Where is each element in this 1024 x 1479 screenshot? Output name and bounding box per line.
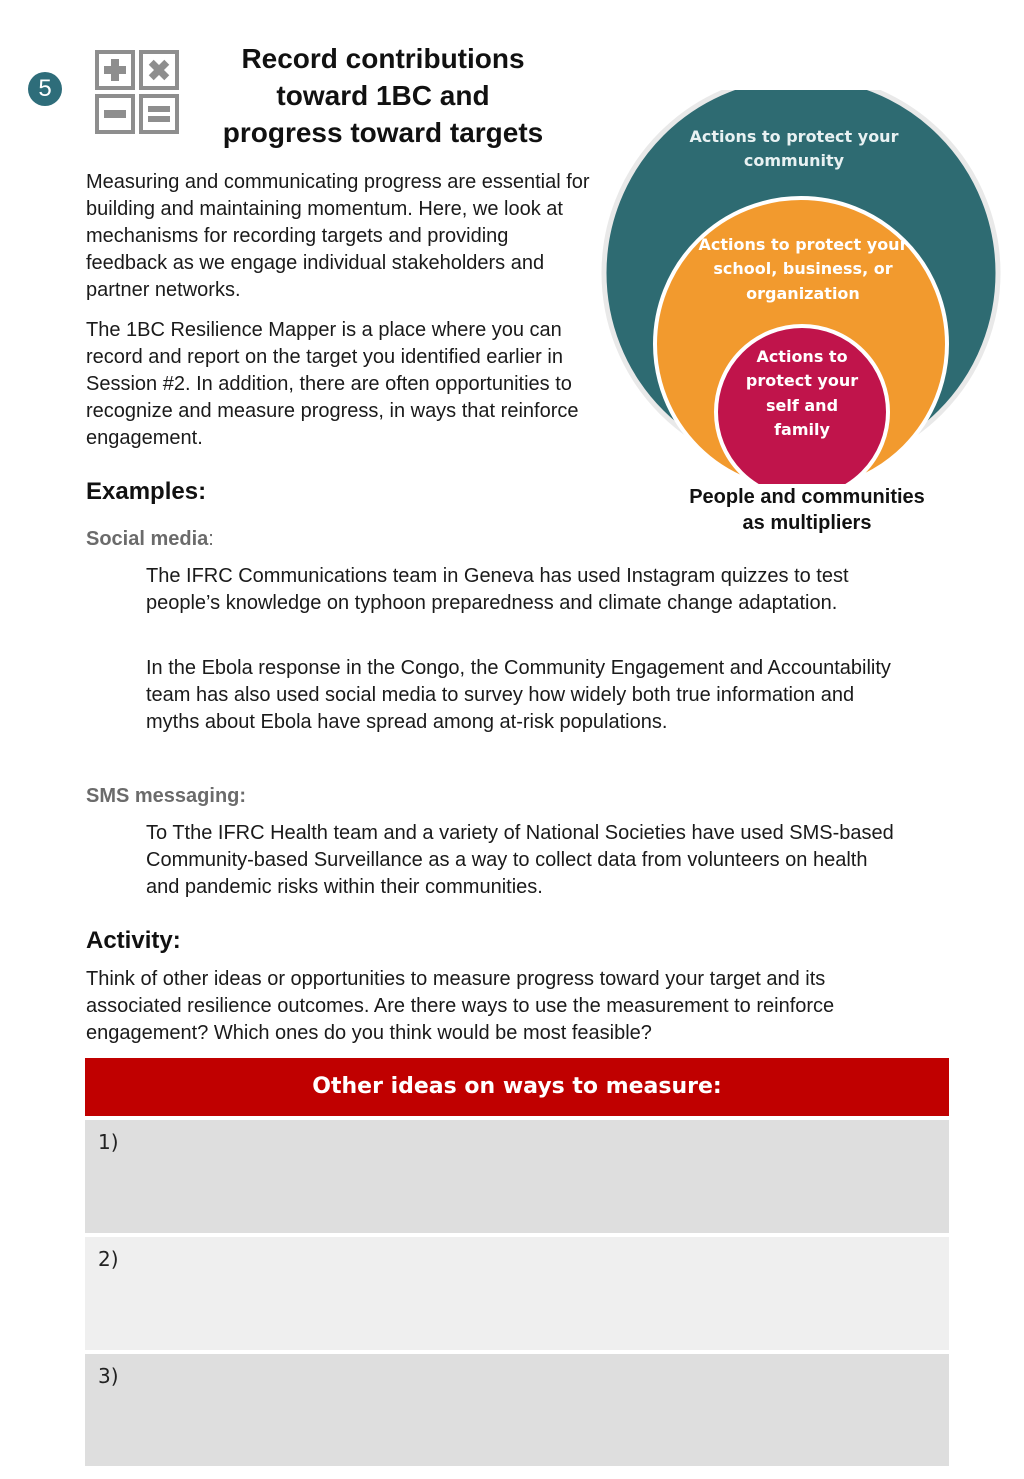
- ideas-table-header: Other ideas on ways to measure:: [85, 1058, 949, 1116]
- self-family-label-line-3: self and: [765, 396, 839, 415]
- organization-label-line-2: school, business, or: [713, 259, 893, 278]
- self-family-label-line-1: Actions to: [756, 347, 848, 366]
- step-number-badge: 5: [28, 72, 62, 106]
- table-row[interactable]: [85, 1350, 949, 1466]
- community-label-line-1: Actions to protect your: [689, 127, 899, 146]
- page-title: [200, 40, 566, 151]
- ideas-table: [85, 1058, 949, 1466]
- organization-label-line-1: Actions to protect your: [698, 235, 908, 254]
- row-number: 2): [98, 1247, 119, 1271]
- caption-line-1: People and communities: [689, 486, 925, 508]
- social-media-example-1: The IFRC Communications team in Geneva has used Instagram quizzes to test people’s knowledge on typhoon preparedness and climate change adaptation.: [146, 565, 849, 614]
- community-label-line-2: community: [743, 151, 845, 170]
- table-row[interactable]: [85, 1116, 949, 1233]
- multipliers-diagram: [598, 90, 1004, 484]
- activity-text: Think of other ideas or opportunities to measure progress toward your target and its associated resilience outcomes. Are there ways to use the measurement to reinforce engagement? Which ones do you think would be most feasible?: [86, 968, 835, 1044]
- title-line-3: progress toward targets: [222, 117, 544, 148]
- calculator-icon: [94, 49, 180, 135]
- diagram-caption: [664, 484, 950, 536]
- activity-heading: Activity:: [86, 927, 181, 954]
- table-row[interactable]: [85, 1233, 949, 1350]
- social-media-label: [86, 528, 214, 551]
- title-line-1: Record contributions: [241, 43, 525, 74]
- sms-example-1: To Tthe IFRC Health team and a variety of National Societies have used SMS-based Community-based Surveillance as a way to collect data from volunteers on health and pandemic risks within their communities.: [146, 822, 894, 898]
- self-family-label-line-4: family: [774, 420, 830, 439]
- intro-paragraph-1: Measuring and communicating progress are essential for building and maintaining momentum. Here, we look at mechanisms for recording targets and providing feedback as we engage individual stakeholders and partner networks.: [86, 171, 590, 301]
- social-media-label-text: Social media: [86, 528, 209, 550]
- row-number: 1): [98, 1130, 119, 1154]
- social-media-example-2: In the Ebola response in the Congo, the Community Engagement and Accountability team has also used social media to survey how widely both true information and myths about Ebola have spread among at-risk populations.: [146, 657, 891, 733]
- examples-heading: Examples:: [86, 478, 207, 505]
- row-number: 3): [98, 1364, 119, 1388]
- organization-label-line-3: organization: [746, 284, 860, 303]
- sms-messaging-label: SMS messaging:: [86, 785, 247, 807]
- self-family-label-line-2: protect your: [745, 371, 859, 390]
- social-media-label-colon: :: [208, 528, 214, 550]
- title-line-2: toward 1BC and: [276, 80, 490, 111]
- caption-line-2: as multipliers: [742, 512, 872, 534]
- intro-paragraph-2: The 1BC Resilience Mapper is a place where you can record and report on the target you identified earlier in Session #2. In addition, there are often opportunities to recognize and measure progress, in ways that reinforce engagement.: [86, 319, 579, 449]
